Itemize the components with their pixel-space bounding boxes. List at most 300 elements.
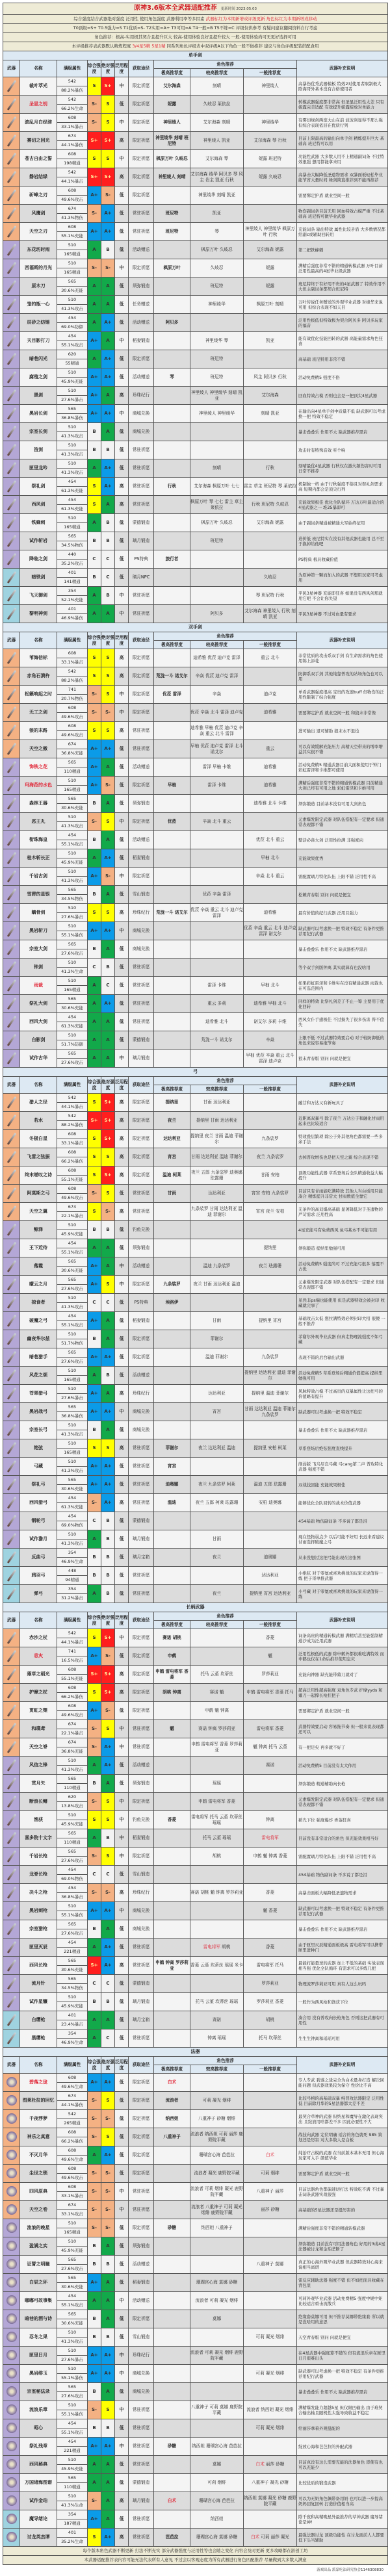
overall-rating: B [88,2237,101,2256]
weapon-note: 如果彩虹雷泽和卡维实在没有精通武器 雨裁也在可选范围内 [297,977,388,995]
sword-icon [3,849,20,867]
col-weapon: 武器 [3,60,20,77]
absolute-rating: S [101,150,115,168]
weapon-row [3,605,388,623]
weapon-stats [57,1920,88,1938]
general-recommend [244,1775,297,1793]
sub-stat: 55.1%攻击 [61,841,83,847]
base-atk: 510 [57,2492,87,2501]
col-role-recommend: 角色推荐 [154,2057,297,2065]
versatility: 中 [115,1050,129,1068]
weapon-name: 白影剑 [20,1031,57,1050]
weapon-icon-cell [3,2383,20,2401]
overall-rating: S [88,2529,101,2547]
weapon-icon-cell [3,2292,20,2310]
absolute-rating: A [101,2274,115,2292]
versatility: 低 [115,1702,129,1720]
versatility: 高 [115,168,129,187]
base-atk: 454 [57,1239,87,1248]
weapon-name: 曚云之月 [20,1276,57,1294]
overall-rating: S [88,1130,101,1148]
catalyst-icon [3,2401,20,2419]
top-recommend: 砂糖 [154,2438,190,2456]
weapon-stats [57,1294,88,1312]
general-recommend: 早柚 北斗 [244,977,297,995]
top-recommend [154,758,190,777]
sword-icon [3,667,20,685]
top-recommend [154,1050,190,1068]
source: 限定祈愿 [129,2092,154,2110]
weapon-icon-cell [3,1403,20,1421]
weapon-stats [57,813,88,831]
absolute-rating: B [101,1993,115,2011]
weapon-icon-cell [3,168,20,187]
top-recommend: 温迪 柯莱 [154,1166,190,1185]
weapon-stats [57,2438,88,2456]
top-recommend: 荒泷一斗 诺艾尔 [154,904,190,922]
top-recommend [154,704,190,722]
absolute-rating: C [101,977,115,995]
absolute-rating: A [101,423,115,441]
weapon-icon-cell [3,2074,20,2092]
overall-rating: S+ [88,1112,101,1130]
base-atk: 510 [57,922,87,931]
sword-icon [3,722,20,740]
weapon-icon-cell [3,423,20,441]
weapon-note: 缺武器可以考虑换一把 特效不稳定 [297,1403,388,1421]
versatility: 低 [115,2456,129,2474]
top-recommend: 提纳里 [154,1094,190,1112]
source: 限定祈愿 [129,150,154,168]
sub-stat: 165精通 [64,2229,81,2235]
source: 常驻祈愿 [129,2510,154,2529]
source: 活动赠送 [129,758,154,777]
weapon-note: 一般作为西风枪和渔获下位 [297,1993,388,2011]
versatility: 低 [115,550,129,569]
base-atk: 510 [57,2219,87,2228]
high-recommend: 甘雨 [190,1312,244,1330]
catalyst-icon [3,2110,20,2128]
sub-stat: 27.6%攻击 [61,2265,83,2271]
general-recommend: 甘雨 安柏 [244,1166,297,1185]
general-recommend: 罗莎莉亚 [244,1666,297,1684]
versatility: 高 [115,1385,129,1403]
general-recommend: 提纳里 温迪 菲谢尔 [244,1385,297,1403]
weapon-name: 证誓之明瞳 [20,2256,57,2274]
top-recommend [154,940,190,959]
top-recommend [154,441,190,459]
top-recommend [154,1866,190,1884]
sword-icon [3,77,20,95]
weapon-row [3,423,388,441]
weapon-row [3,795,388,813]
versatility: 低 [115,977,129,995]
weapon-name: 黑岩长剑 [20,405,57,423]
base-atk: 620 [57,1793,87,1802]
high-recommend: 神里绫人 凯亚 [190,132,244,150]
source: 常驻祈愿 [129,1738,154,1757]
general-recommend: 魈 钟离 托马 云堇 [244,1738,297,1757]
weapon-name: 西风秘典 [20,2456,57,2474]
sword-icon [3,496,20,513]
base-atk: 510 [57,459,87,469]
sword-icon [3,132,20,149]
weapon-row [3,441,388,459]
weapon-name: 神乐之真意 [20,2128,57,2146]
weapon-row [3,1549,388,1567]
top-recommend [154,1013,190,1031]
weapon-note: 虽然非ps端也能使用 但是武器特效会被封印 收藏就完事了 [297,1294,388,1312]
weapon-row [3,1567,388,1585]
overall-rating: S+ [88,132,101,150]
weapon-row [3,532,388,550]
weapon-stats [57,1647,88,1666]
general-recommend [244,722,297,740]
update-time: 更新时间 2023.05.03 [220,7,257,12]
general-recommend [244,886,297,904]
base-atk: 510 [57,1530,87,1539]
weapon-icon-cell [3,2510,20,2529]
col-role-recommend: 角色推荐 [154,1077,297,1085]
top-recommend: 夜兰 [154,1112,190,1130]
top-recommend: 神里绫人 [154,114,190,132]
overall-rating: S [88,1148,101,1166]
versatility: 低 [115,1512,129,1530]
col-name: 名称 [20,1077,57,1094]
sub-stat: 27.6%暴击 [61,2356,83,2362]
versatility: 中 [115,2292,129,2310]
weapon-stats [57,922,88,940]
absolute-rating: B [101,1367,115,1385]
weapon-icon-cell [3,2011,20,2029]
col-general-rec: 一般推荐度 [244,1085,297,1094]
base-atk: 454 [57,831,87,840]
top-recommend: 菲谢尔 [154,1439,190,1458]
base-atk: 454 [57,1312,87,1321]
high-recommend: 夜兰 五郎 九条裟罗 迪奥娜 珐露珊 [190,1166,244,1185]
weapon-note: 满精后强度非常不错的精通转模武器 [297,2219,388,2237]
weapon-icon-cell [3,2146,20,2165]
base-atk: 565 [57,940,87,949]
polearm-icon [3,1957,20,1974]
overall-rating: S [88,1203,101,1221]
general-recommend [244,441,297,459]
absolute-rating: B [101,1530,115,1549]
weapon-stats [57,1957,88,1975]
weapon-stats [57,132,88,150]
weapon-name: 东花坊时雨 [20,241,57,259]
weapon-icon-cell [3,1458,20,1476]
top-recommend [154,1848,190,1866]
sub-stat: 36.8%充能 [61,1748,83,1754]
weapon-name: 森林王器 [20,795,57,813]
general-recommend [244,1421,297,1439]
weapon-name: 狼的末路 [20,722,57,740]
weapon-note: 满精爆发能力超越5星 但仅限凹输出 由于难契合输出轴且随机性太强导致收益不稳定 [297,2401,388,2419]
weapon-icon-cell [3,1130,20,1148]
catalyst-icon [3,2419,20,2437]
weapon-row [3,2274,388,2292]
top-recommend: 优菈 [154,813,190,831]
weapon-row [3,2011,388,2029]
weapon-note: 需配置璃月特化队伍 上限不错 泛用性不高 [297,868,388,886]
weapon-icon-cell [3,605,20,623]
top-recommend [154,405,190,423]
weapon-name: 宗室猎枪 [20,1920,57,1938]
weapon-note: 可以为无奶角色佩带备用奶 也可以进一步提高奶妈回复回转 打造价值相当高 [297,2492,388,2510]
overall-rating: A+ [88,2274,101,2292]
sub-stat: 165精通 [64,1449,81,1455]
overall-rating: S [88,667,101,686]
top-recommend [154,1793,190,1811]
base-atk: 542 [57,1094,87,1103]
absolute-rating: A+ [101,740,115,758]
top-recommend [154,1512,190,1530]
versatility: 低 [115,1567,129,1585]
absolute-rating: B [101,441,115,459]
high-recommend: 班尼特 [190,368,244,387]
col-general-rec: 一般推荐度 [244,641,297,649]
absolute-rating: B [101,532,115,550]
overall-rating: S- [88,2219,101,2237]
weapon-name: 宗室秘法录 [20,2383,57,2401]
top-recommend: 白术 [154,2074,190,2092]
sub-stat: 66.2%生命 [61,105,83,111]
weapon-stats [57,387,88,405]
absolute-rating: A [101,795,115,813]
weapon-note: 4星充能弓有免费西风 鱼弓基本不可能有用 [297,1221,388,1239]
versatility: 低 [115,2383,129,2401]
base-atk: 510 [57,1811,87,1820]
source: 活动赠送 [129,368,154,387]
sub-stat: 88.2%暴伤 [61,1122,83,1127]
top-recommend [154,977,190,995]
overall-rating: A+ [88,1348,101,1367]
general-recommend [244,2383,297,2401]
col-overall: 综合强度 [88,60,101,77]
base-atk: 510 [57,1031,87,1040]
top-recommend: 班尼特 [154,205,190,223]
high-recommend: 珊瑚宫心海 芭芭拉 [190,2492,244,2510]
general-recommend: 行秋 [244,459,297,478]
top-recommend [154,2011,190,2029]
sub-stat: 69.0%物伤 [61,1522,83,1528]
sub-stat: 61.3%充能 [61,487,83,493]
bow-icon [3,1476,20,1493]
column-header-row [3,1077,388,1085]
overall-rating: S+ [88,168,101,187]
base-atk: 565 [57,2310,87,2319]
general-recommend [244,959,297,977]
high-recommend: 甘雨 达达利亚 [190,1094,244,1112]
weapon-name: 宗室长剑 [20,423,57,441]
overall-rating: A [88,1031,101,1050]
catalyst-icon [3,2328,20,2346]
weapon-row [3,496,388,514]
absolute-rating: A [101,1257,115,1276]
high-recommend: 甘雨 [190,1530,244,1549]
source: 常驻祈愿 [129,1439,154,1458]
overall-rating: S [88,649,101,667]
overall-rating: S- [88,205,101,223]
weapon-note: 纯治疗占模的武器 在当前版本基本无用 但心海玩家可入手 颜值毕业 [297,2146,388,2165]
high-recommend: 可莉 烟绯 [190,2474,244,2492]
general-recommend: 白术 丽莎 砂糖 [244,2456,297,2474]
versatility: 低 [115,277,129,296]
sub-stat: 88.2%暴伤 [61,87,83,93]
general-recommend: 可莉 凝光 烟绯 [244,2365,297,2383]
weapon-stats [57,1884,88,1902]
col-notes: 武器补充说明 [297,1077,388,1094]
weapon-stats [57,1666,88,1684]
weapon-stats [57,96,88,114]
source: 商城兑换 [129,1902,154,1920]
base-atk: 542 [57,96,87,105]
bow-icon [3,1549,20,1566]
versatility: 中 [115,2438,129,2456]
weapon-note: 防御系双手剑 其他纯靠普攻的站场角色也可以用 [297,667,388,686]
weapon-icon-cell [3,1647,20,1666]
section-header-row [3,51,388,60]
source: 蒙德锻造 [129,1512,154,1530]
weapon-stats [57,1031,88,1050]
source: 限定祈愿 [129,259,154,277]
sub-stat: 265精通 [64,2120,81,2126]
general-recommend: 重云 北斗 [244,649,297,667]
general-recommend: 罗莎莉亚 [244,1975,297,1993]
weapon-row [3,1757,388,1775]
weapon-stats [57,1348,88,1367]
col-stats: 满级属性 [57,632,88,649]
weapon-name: 决斗之枪 [20,1884,57,1902]
weapon-icon-cell [3,1775,20,1793]
weapon-row [3,1666,388,1684]
high-recommend: 托马 云堇 坎蒂丝 [190,1666,244,1684]
weapon-note: 等个双手剑版钟离 其实就算有也没啥用 [297,959,388,977]
weapon-icon-cell [3,2183,20,2201]
weapon-icon-cell [3,1902,20,1920]
weapon-row [3,1221,388,1239]
weapon-stats [57,1702,88,1720]
polearm-icon [3,1829,20,1847]
top-recommend [154,2328,190,2347]
overall-rating: A [88,2011,101,2029]
weapon-note: 高暴伤优秀武器模板 特效2对使用者限制极大 除海哥外基本没有合格使用者 [297,77,388,96]
weapon-note: 需要绑定护盾 就业空间一般 和狼末非常像 [297,704,388,722]
polearm-icon [3,2029,20,2047]
weapon-row [3,1112,388,1130]
top-recommend [154,831,190,849]
top-recommend [154,1203,190,1221]
weapon-stats [57,1629,88,1647]
versatility: 低 [115,2419,129,2438]
weapon-note: 满精后强度非常不错的精通转模武器 目前精通大剑已经有可用之地 彩虹雷泽和卡维可用 [297,777,388,795]
weapon-note: 现在怪物弱点少 以后可能不好用 长远来看建议甘雨选择破魔之弓 [297,1530,388,1549]
base-atk: 510 [57,1385,87,1394]
weapon-name: 降临之剑 [20,550,57,569]
overall-rating: A+ [88,1276,101,1294]
weapon-row [3,1957,388,1975]
base-atk: 510 [57,1221,87,1230]
weapon-note: 基础攻击太低 想拉满特效必须封印大招 很傻 一般不推荐 [297,1312,388,1330]
base-atk: 565 [57,1957,87,1966]
weapon-icon-cell [3,1348,20,1367]
weapon-stats [57,459,88,478]
sub-stat: 27.6%攻击 [61,950,83,956]
overall-rating: S- [88,2492,101,2510]
polearm-icon [3,1720,20,1738]
general-recommend: 雷电将军 托马 [244,1957,297,1975]
general-recommend: 纳西妲 莫娜 凝光 砂糖 鹿野院平藏 [244,2492,297,2510]
base-atk: 565 [57,1920,87,1929]
source: 限定祈愿 [129,168,154,187]
base-atk: 354 [57,1549,87,1558]
versatility: 低 [115,1348,129,1367]
versatility: 高 [115,478,129,496]
base-atk: 565 [57,1848,87,1857]
catalyst-icon [3,2438,20,2455]
weapon-name: 黑岩斩刀 [20,922,57,940]
general-recommend: 诺艾尔 多莉 卡维 [244,1013,297,1031]
weapon-name: 图莱杜拉的回忆 [20,2092,57,2110]
base-atk: 454 [57,1512,87,1521]
versatility: 低 [115,1294,129,1312]
weapon-icon-cell [3,2474,20,2492]
weapon-stats [57,940,88,959]
weapon-stats [57,1757,88,1775]
top-recommend [154,569,190,587]
overall-rating: A [88,1829,101,1848]
general-recommend: 行秋 班尼特 久岐忍 [244,496,297,514]
weapon-stats [57,1185,88,1203]
polearm-icon [3,1902,20,1920]
weapon-stats [57,1738,88,1757]
source: 蒙德锻造 [129,1031,154,1050]
overall-rating: A+ [88,1257,101,1276]
high-recommend [190,2074,244,2092]
weapon-name: 斫峰之刃 [20,187,57,205]
column-header-row [3,2057,388,2065]
general-recommend: 迪希雅 [244,704,297,722]
weapon-row [3,2510,388,2529]
versatility: 中 [115,2401,129,2419]
polearm-icon [3,1666,20,1683]
base-atk: 565 [57,1348,87,1358]
sword-icon [3,868,20,885]
weapon-stats [57,2201,88,2219]
overall-rating: S [88,1166,101,1185]
absolute-rating: S- [101,777,115,795]
overall-rating: A [88,2029,101,2048]
weapon-name: 圣显之钥 [20,96,57,114]
top-recommend [154,886,190,904]
top-recommend [154,1920,190,1938]
absolute-rating: A [101,886,115,904]
weapon-stats [57,1094,88,1112]
absolute-rating: S+ [101,1112,115,1130]
sword-icon [3,569,20,586]
high-recommend: 九条裟罗 甘雨 达达利亚 温迪 菲谢尔 [190,1203,244,1221]
sub-stat: 27.6%攻击 [61,1285,83,1291]
base-atk: 510 [57,259,87,268]
high-recommend: 宵宫 [190,1403,244,1421]
versatility: 低 [115,849,129,868]
weapon-note: 能够优化全队回转的战术价值武器 [297,1494,388,1512]
base-atk: 565 [57,2383,87,2392]
absolute-rating: S [101,1720,115,1738]
weapon-icon-cell [3,2201,20,2219]
versatility: 中 [115,605,129,623]
